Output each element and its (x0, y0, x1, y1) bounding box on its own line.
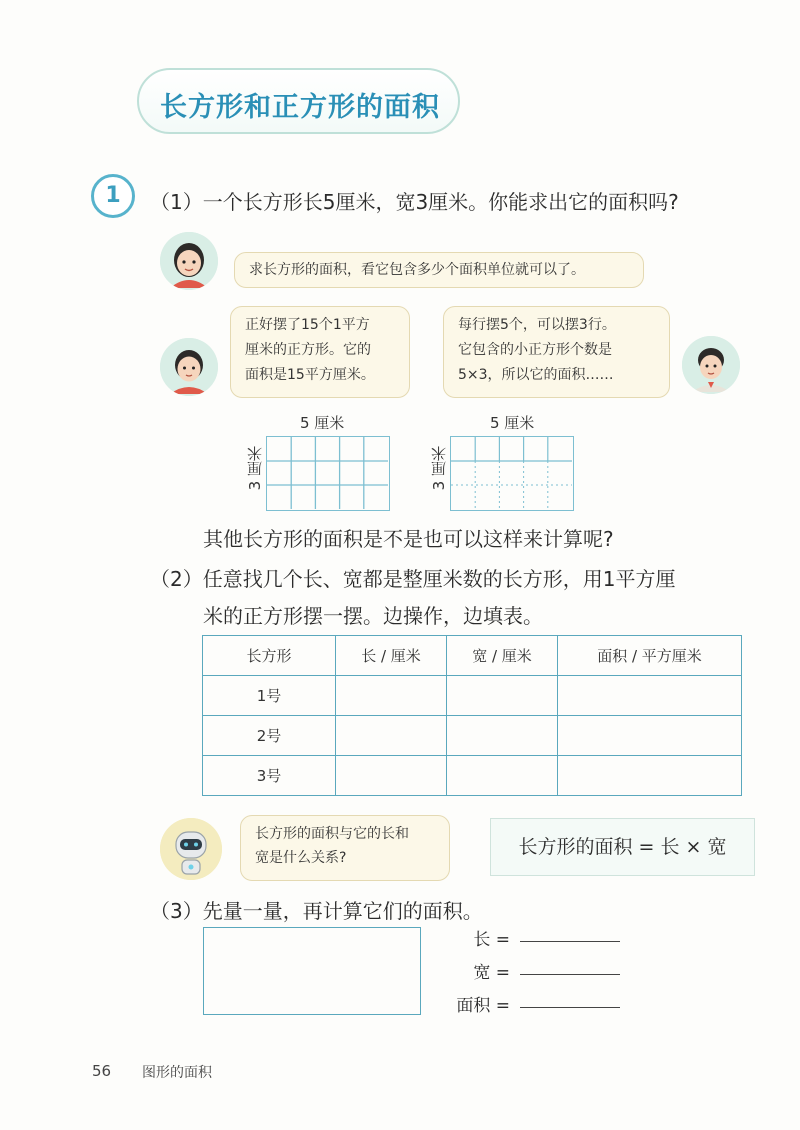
table-row (203, 676, 742, 716)
bubble-boy-line-3: 5×3，所以它的面积…… (458, 367, 614, 383)
table-row (203, 756, 742, 796)
speech-bubble-girl: 求长方形的面积，看它包含多少个面积单位就可以了。 (234, 252, 644, 288)
table-cell-rect-label: 3号 (203, 756, 336, 796)
robot-avatar (160, 818, 222, 880)
grid-left (266, 436, 390, 511)
girl-face-icon (160, 232, 218, 290)
table-cell-length[interactable] (336, 676, 447, 716)
grid-right-top-label: 5 厘米 (490, 414, 535, 432)
table-header-cell: 长 / 厘米 (336, 636, 447, 676)
page-number: 56 (92, 1062, 112, 1080)
table-cell-length[interactable] (336, 756, 447, 796)
table-header-cell: 面积 / 平方厘米 (558, 636, 742, 676)
table-cell-area[interactable] (558, 676, 742, 716)
bubble-middle-line-3: 面积是15平方厘米。 (245, 367, 375, 383)
area-label: 面积 = (456, 996, 510, 1016)
area-formula-box: 长方形的面积 = 长 × 宽 (490, 818, 755, 876)
table-cell-rect-label: 1号 (203, 676, 336, 716)
bubble-boy-line-2: 它包含的小正方形个数是 (458, 342, 612, 358)
table-cell-width[interactable] (447, 676, 558, 716)
child-face-icon (160, 338, 218, 396)
bubble-robot-line-2: 宽是什么关系? (255, 850, 347, 866)
speech-bubble-boy (443, 306, 670, 398)
question-3-text: （3）先量一量，再计算它们的面积。 (150, 899, 483, 923)
table-cell-width[interactable] (447, 756, 558, 796)
grid-left-top-label: 5 厘米 (300, 414, 345, 432)
table-header-cell: 长方形 (203, 636, 336, 676)
robot-icon (160, 818, 222, 880)
bubble-robot-line-1: 长方形的面积与它的长和 (255, 826, 409, 842)
question-other-rectangles: 其他长方形的面积是不是也可以这样来计算呢? (203, 527, 614, 551)
table-header-cell: 宽 / 厘米 (447, 636, 558, 676)
length-answer-line[interactable] (520, 940, 620, 942)
question-2-line-1: （2）任意找几个长、宽都是整厘米数的长方形，用1平方厘 (150, 567, 676, 591)
question-1-text: （1）一个长方形长5厘米，宽3厘米。你能求出它的面积吗? (150, 190, 679, 214)
page-title: 长方形和正方形的面积 (160, 92, 440, 123)
table-row (203, 716, 742, 756)
table-cell-rect-label: 2号 (203, 716, 336, 756)
boy-avatar-left (160, 338, 218, 396)
grid-left-lines (267, 437, 388, 509)
width-label: 宽 = (473, 963, 510, 983)
grid-right (450, 436, 574, 511)
table-cell-width[interactable] (447, 716, 558, 756)
table-cell-length[interactable] (336, 716, 447, 756)
width-answer-line[interactable] (520, 973, 620, 975)
table-header-row (203, 636, 742, 676)
measure-rectangle (203, 927, 421, 1015)
measurement-table (202, 635, 742, 796)
grid-left-side-label: 3 厘米 (246, 446, 264, 491)
speech-bubble-robot (240, 815, 450, 881)
question-2-line-2: 米的正方形摆一摆。边操作，边填表。 (203, 604, 543, 628)
section-number-badge: 1 (91, 174, 135, 218)
area-answer-line[interactable] (520, 1006, 620, 1008)
girl-avatar (160, 232, 218, 290)
bubble-middle-line-1: 正好摆了15个1平方 (245, 317, 370, 333)
table-cell-area[interactable] (558, 716, 742, 756)
chapter-name: 图形的面积 (142, 1065, 212, 1081)
boy-face-icon (682, 336, 740, 394)
boy-avatar-right (682, 336, 740, 394)
table-cell-area[interactable] (558, 756, 742, 796)
speech-bubble-middle (230, 306, 410, 398)
bubble-middle-line-2: 厘米的正方形。它的 (245, 342, 371, 358)
length-label: 长 = (473, 930, 510, 950)
grid-right-lines (451, 437, 572, 509)
bubble-boy-line-1: 每行摆5个，可以摆3行。 (458, 317, 616, 333)
grid-right-side-label: 3 厘米 (430, 446, 448, 491)
